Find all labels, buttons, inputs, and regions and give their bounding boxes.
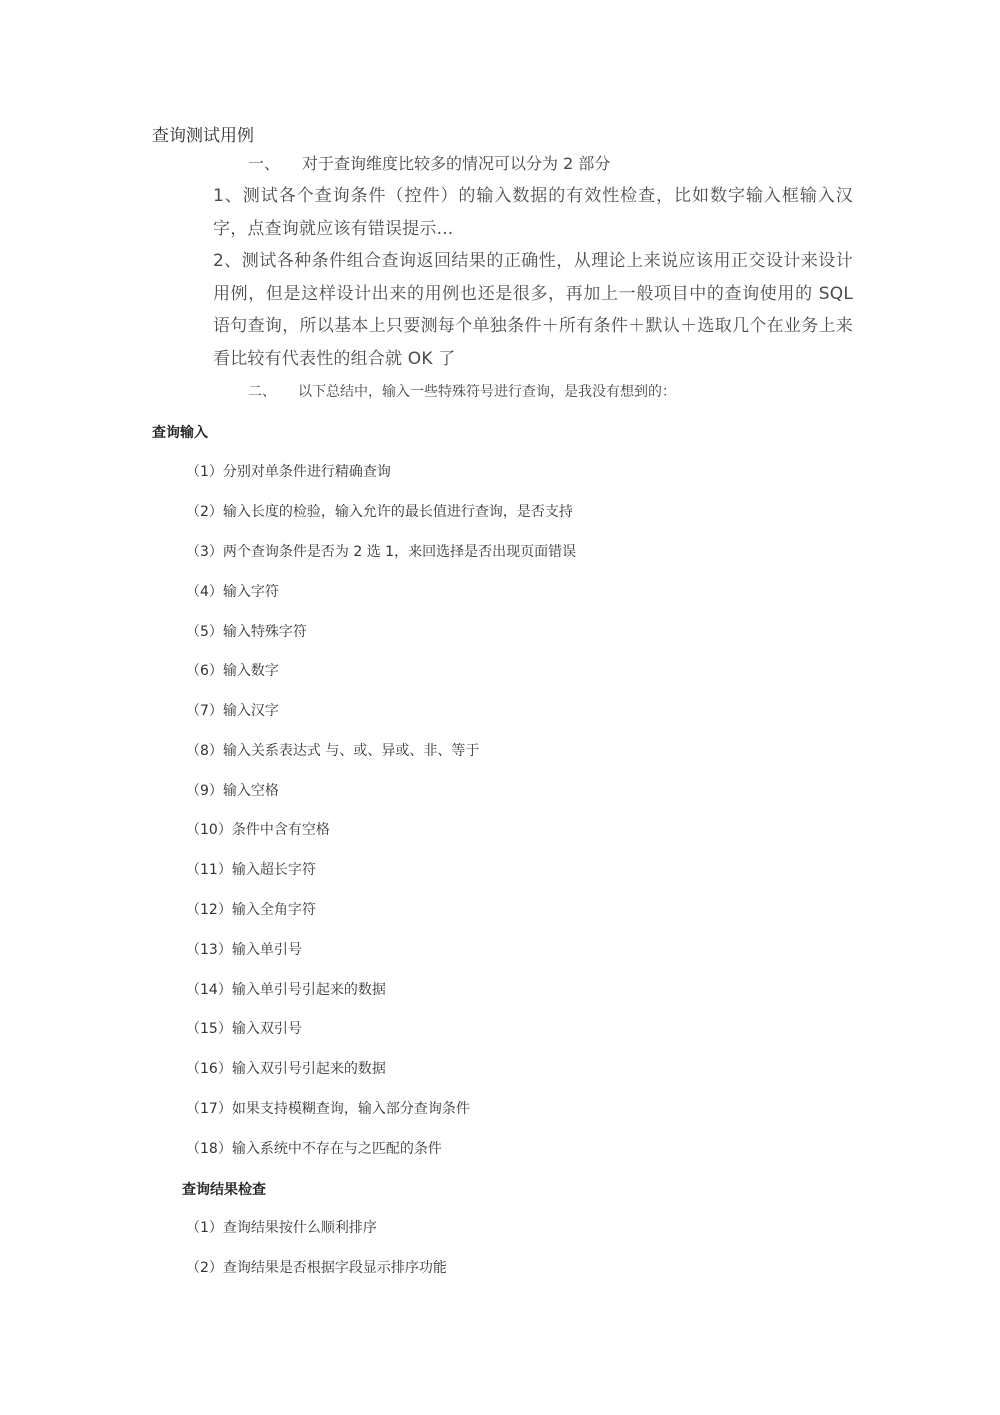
list-item: （18）输入系统中不存在与之匹配的条件 (186, 1141, 442, 1157)
list-item: （9）输入空格 (186, 783, 279, 799)
list-item: （6）输入数字 (186, 663, 279, 679)
paragraph-validity-check: 1、测试各个查询条件（控件）的输入数据的有效性检查，比如数字输入框输入汉字，点查询就应该有错误提示... (213, 186, 853, 239)
query-input-heading: 查询输入 (152, 425, 208, 441)
list-item: （2）输入长度的检验，输入允许的最长值进行查询，是否支持 (186, 504, 573, 520)
list-item: （5）输入特殊字符 (186, 624, 307, 640)
list-item: （4）输入字符 (186, 584, 279, 600)
list-item: （10）条件中含有空格 (186, 822, 330, 838)
list-item: （12）输入全角字符 (186, 902, 316, 918)
list-item: （1）查询结果按什么顺利排序 (186, 1220, 377, 1236)
section-two-heading (248, 380, 676, 404)
list-item: （8）输入关系表达式 与、或、异或、非、等于 (186, 743, 480, 759)
list-item: （7）输入汉字 (186, 703, 279, 719)
section-two-text: 以下总结中，输入一些特殊符号进行查询，是我没有想到的： (298, 384, 676, 400)
list-item: （17）如果支持模糊查询，输入部分查询条件 (186, 1101, 470, 1117)
document-title: 查询测试用例 (152, 126, 254, 146)
section-one-text: 对于查询维度比较多的情况可以分为 2 部分 (302, 154, 611, 173)
list-item: （11）输入超长字符 (186, 862, 316, 878)
list-item: （13）输入单引号 (186, 942, 302, 958)
result-check-heading: 查询结果检查 (182, 1182, 266, 1198)
section-two-number: 二、 (248, 384, 276, 400)
paragraph-combination-check: 2、测试各种条件组合查询返回结果的正确性，从理论上来说应该用正交设计来设计用例，但是这样设计出来的用例也还是很多，再加上一般项目中的查询使用的 SQL 语句查询，所以基本上只要测每个单独条件＋所有条件＋默认＋选取几个在业务上来看比较有代表性的组合就 OK 了 (213, 251, 853, 369)
list-item: （15）输入双引号 (186, 1021, 302, 1037)
list-item: （3）两个查询条件是否为 2 选 1，来回选择是否出现页面错误 (186, 544, 577, 560)
list-item: （2）查询结果是否根据字段显示排序功能 (186, 1260, 447, 1276)
section-one-heading (248, 152, 610, 176)
section-one-number: 一、 (248, 154, 281, 173)
list-item: （14）输入单引号引起来的数据 (186, 982, 386, 998)
list-item: （16）输入双引号引起来的数据 (186, 1061, 386, 1077)
list-item: （1）分别对单条件进行精确查询 (186, 464, 391, 480)
